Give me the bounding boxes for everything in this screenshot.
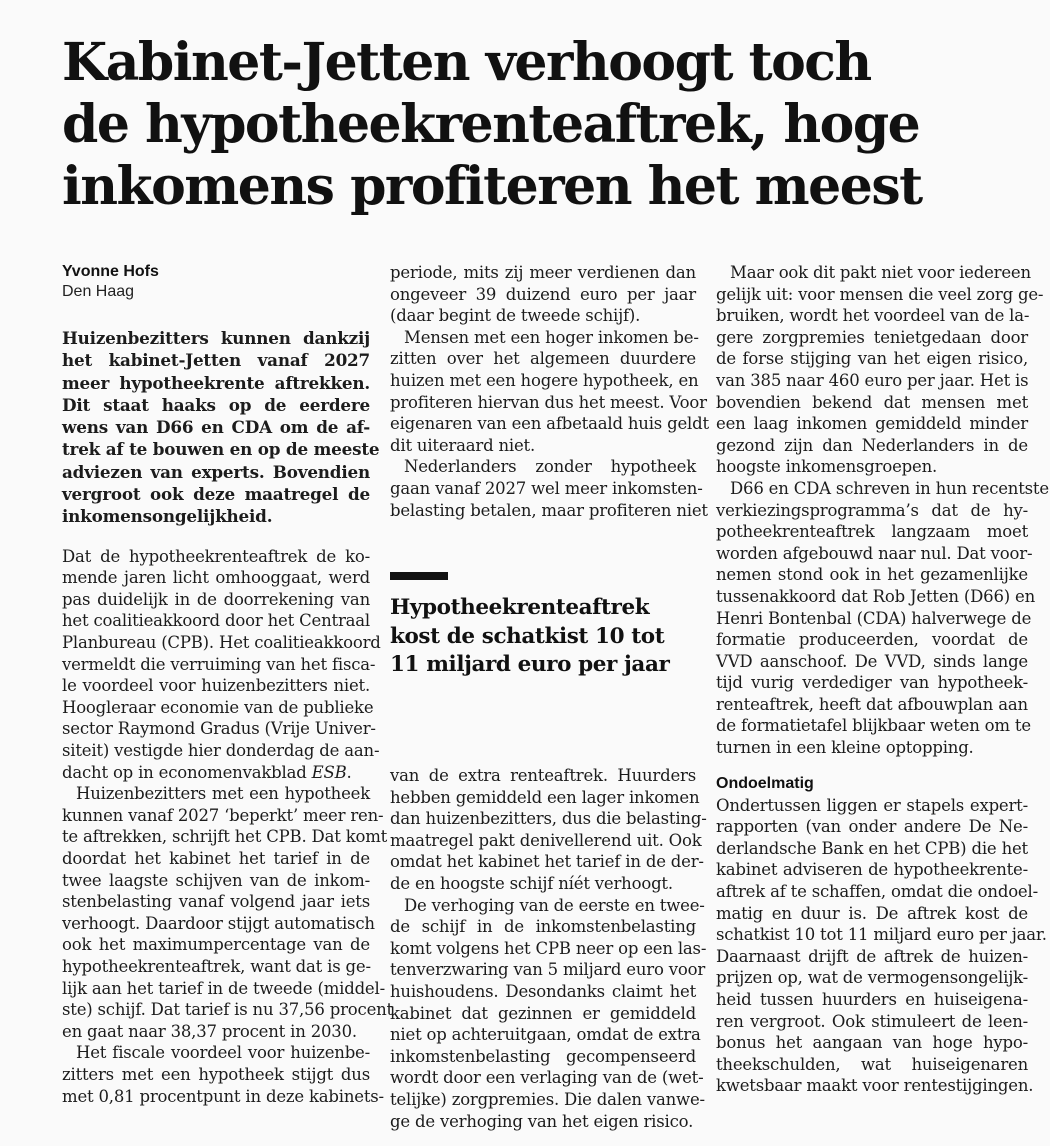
pullquote-line: kost de schatkist 10 tot — [390, 623, 665, 649]
column-1 — [62, 262, 393, 1107]
pullquote-line: Hypotheekrenteaftrek — [390, 595, 650, 620]
text-line: mende jaren licht omhooggaat, werd — [62, 568, 370, 588]
text-line: (daar begint de tweede schijf). — [390, 306, 641, 326]
text-line: gere zorgpremies tenietgedaan door — [716, 327, 1028, 347]
text-line: twee laagste schijven van de inkom- — [62, 870, 370, 890]
text-line: Ondertussen liggen er stapels expert- — [716, 795, 1028, 815]
text-line: bovendien bekend dat mensen met — [716, 392, 1028, 412]
text-line: hoogste inkomensgroepen. — [716, 457, 938, 477]
text-line: niet op achteruitgaan, omdat de extra — [390, 1025, 701, 1045]
text-line: te aftrekken, schrijft het CPB. Dat komt — [62, 827, 388, 847]
text-line: Maar ook dit pakt niet voor iedereen — [730, 263, 1031, 282]
text-line: meer hypotheekrente aftrekken. — [62, 372, 370, 393]
text-line: dit uiteraard niet. — [390, 435, 536, 455]
text-line: Mensen met een hoger inkomen be- — [404, 327, 699, 347]
text-line: turnen in een kleine optopping. — [716, 738, 974, 758]
text-line: de formatietafel blijkbaar weten om te — [716, 716, 1031, 736]
text-line: VVD aanschoof. De VVD, sinds lange — [716, 651, 1028, 671]
text-line: Nederlanders zonder hypotheek — [404, 457, 696, 477]
text-line: omdat het kabinet het tarief in de der- — [390, 852, 704, 872]
text-line: vergroot ook deze maatregel de — [62, 484, 370, 505]
text-line: derlandsche Bank en het CPB) die het — [716, 838, 1028, 858]
author-name: Yvonne Hofs — [62, 263, 159, 280]
text-line: le voordeel voor huizenbezitters niet. — [62, 676, 370, 696]
text-line: nemen stond ook in het gezamenlijke — [716, 565, 1028, 585]
text-line: periode, mits zij meer verdienen dan — [390, 263, 696, 282]
text-line: prijzen op, wat de vermogensongelijk- — [716, 968, 1028, 988]
text-line: en gaat naar 38,37 procent in 2030. — [62, 1021, 357, 1041]
column-2-bottom — [390, 765, 707, 1132]
text-line: inkomstenbelasting gecompenseerd — [390, 1046, 696, 1066]
text-line: kabinet adviseren de hypotheekrente- — [716, 860, 1028, 880]
text-line: profiteren hiervan dus het meest. Voor — [390, 392, 707, 412]
text-line: matig en duur is. De aftrek kost de — [716, 903, 1028, 923]
headline-line: Kabinet-Jetten verhoogt toch — [62, 32, 871, 93]
text-line: Daarnaast drijft de aftrek de huizen- — [716, 946, 1028, 966]
text-line: inkomensongelijkheid. — [62, 506, 273, 527]
text-line: stenbelasting vanaf volgend jaar iets — [62, 892, 370, 912]
column-1-body — [62, 546, 393, 1107]
text-line: komt volgens het CPB neer op een las- — [390, 938, 707, 958]
text-line: bonus het aangaan van hoge hypo- — [716, 1033, 1028, 1053]
text-line: het kabinet-Jetten vanaf 2027 — [62, 350, 370, 371]
text-line: Dat de hypotheekrenteaftrek de ko- — [62, 546, 370, 566]
text-line: tijd vurig verdediger van hypotheek- — [716, 673, 1028, 693]
column-2-bottom-body — [390, 765, 707, 1132]
text-line: aftrek af te schaffen, omdat die ondoel- — [716, 882, 1038, 902]
text-line: Huizenbezitters met een hypotheek — [76, 784, 370, 804]
text-line: zitten over het algemeen duurdere — [390, 349, 696, 369]
text-line: gaan vanaf 2027 wel meer inkomsten- — [390, 478, 703, 498]
headline-line: de hypotheekrenteaftrek, hoge — [62, 94, 920, 155]
text-line: ste) schijf. Dat tarief is nu 37,56 procent — [62, 1000, 393, 1020]
text-line: kunnen vanaf 2027 ‘beperkt’ meer ren- — [62, 805, 384, 825]
text-line: belasting betalen, maar profiteren niet — [390, 500, 708, 520]
text-line: D66 en CDA schreven in hun recentste — [730, 478, 1049, 498]
text-line: de schijf in de inkomstenbelasting — [390, 917, 696, 937]
pullquote-rule — [390, 572, 448, 580]
text-line: zitters met een hypotheek stijgt dus — [62, 1064, 370, 1084]
text-line: ge de verhoging van het eigen risico. — [390, 1111, 694, 1131]
text-line: vermeldt die verruiming van het fisca- — [62, 654, 376, 674]
text-line: tenverzwaring van 5 miljard euro voor — [390, 960, 706, 980]
text-line: Planbureau (CPB). Het coalitieakkoord — [62, 633, 381, 653]
lead-paragraph — [62, 327, 380, 528]
text-line: ren vergroot. Ook stimuleert de leen- — [716, 1011, 1028, 1031]
text-line: kabinet dat gezinnen er gemiddeld — [390, 1003, 696, 1023]
text-line: De verhoging van de eerste en twee- — [404, 895, 705, 915]
text-line: hebben gemiddeld een lager inkomen — [390, 787, 700, 807]
text-line: verkiezingsprogramma’s dat de hy- — [716, 500, 1028, 520]
text-line: doordat het kabinet het tarief in de — [62, 848, 370, 868]
text-line: theekschulden, wat huiseigenaren — [716, 1054, 1028, 1074]
text-line: eigenaren van een afbetaald huis geldt — [390, 414, 709, 434]
text-line: huishoudens. Desondanks claimt het — [390, 981, 696, 1001]
text-line: Henri Bontenbal (CDA) halverwege de — [716, 608, 1032, 628]
text-line: ook het maximumpercentage van de — [62, 935, 370, 955]
pullquote-line: 11 miljard euro per jaar — [390, 652, 670, 677]
text-line: lijk aan het tarief in de tweede (middel- — [62, 978, 385, 998]
text-line: trek af te bouwen en op de meeste — [62, 439, 380, 460]
text-line: ongeveer 39 duizend euro per jaar — [390, 284, 696, 304]
text-line: schatkist 10 tot 11 miljard euro per jaar. — [716, 925, 1047, 945]
text-line: van de extra renteaftrek. Huurders — [390, 766, 696, 785]
text-line: Dit staat haaks op de eerdere — [62, 394, 370, 415]
text-line: potheekrenteaftrek langzaam moet — [716, 522, 1028, 542]
text-line: tussenakkoord dat Rob Jetten (D66) en — [716, 586, 1036, 606]
text-line: rapporten (van onder andere De Ne- — [716, 817, 1028, 837]
text-line: pas duidelijk in de doorrekening van — [62, 589, 370, 609]
column-2-top-body — [390, 262, 709, 521]
headline-line: inkomens profiteren het meest — [62, 156, 922, 217]
text-line: maatregel pakt denivellerend uit. Ook — [390, 830, 702, 850]
pullquote — [390, 594, 690, 680]
column-3 — [716, 262, 1049, 1097]
text-line: het coalitieakkoord door het Centraal — [62, 611, 370, 631]
text-line: Huizenbezitters kunnen dankzij — [62, 328, 370, 348]
text-line: verhoogt. Daardoor stijgt automatisch — [62, 913, 375, 933]
text-line: dan huizenbezitters, dus die belasting- — [390, 809, 707, 829]
text-line: siteit) vestigde hier donderdag de aan- — [62, 741, 380, 761]
text-line: met 0,81 procentpunt in deze kabinets- — [62, 1086, 384, 1106]
text-line: gezond zijn dan Nederlanders in de — [716, 435, 1028, 455]
subheading: Ondoelmatig — [716, 774, 814, 792]
column-3-subsection — [716, 795, 1047, 1097]
column-3-body — [716, 262, 1049, 759]
text-line: huizen met een hogere hypotheek, en — [390, 370, 699, 390]
text-line: telijke) zorgpremies. Die dalen vanwe- — [390, 1089, 705, 1109]
text-line: Het fiscale voordeel voor huizenbe- — [76, 1043, 370, 1063]
text-line: Hoogleraar economie van de publieke — [62, 697, 374, 717]
text-line: wens van D66 en CDA om de af- — [62, 417, 370, 438]
headline — [62, 32, 1022, 218]
text-line: worden afgebouwd naar nul. Dat voor- — [716, 543, 1033, 563]
text-line: adviezen van experts. Bovendien — [62, 461, 370, 482]
text-line: sector Raymond Gradus (Vrije Univer- — [62, 719, 376, 739]
text-line: een laag inkomen gemiddeld minder — [716, 414, 1028, 434]
text-line: formatie produceerden, voordat de — [716, 630, 1028, 650]
text-line: de en hoogste schijf níét verhoogt. — [390, 873, 673, 893]
column-2-top — [390, 262, 709, 521]
text-line: bruiken, wordt het voordeel van de la- — [716, 306, 1030, 326]
text-line: kwetsbaar maakt voor rentestijgingen. — [716, 1076, 1034, 1096]
text-line: dacht op in economenvakblad ESB. — [62, 762, 352, 782]
text-line: van 385 naar 460 euro per jaar. Het is — [716, 370, 1029, 390]
text-line: gelijk uit: voor mensen die veel zorg ge- — [716, 284, 1044, 304]
text-line: renteaftrek, heeft dat afbouwplan aan — [716, 694, 1028, 714]
author-location: Den Haag — [62, 283, 135, 300]
text-line: wordt door een verlaging van de (wet- — [390, 1068, 704, 1088]
text-line: heid tussen huurders en huiseigena- — [716, 990, 1028, 1009]
text-line: de forse stijging van het eigen risico, — [716, 349, 1028, 369]
text-line: hypotheekrenteaftrek, want dat is ge- — [62, 956, 371, 976]
